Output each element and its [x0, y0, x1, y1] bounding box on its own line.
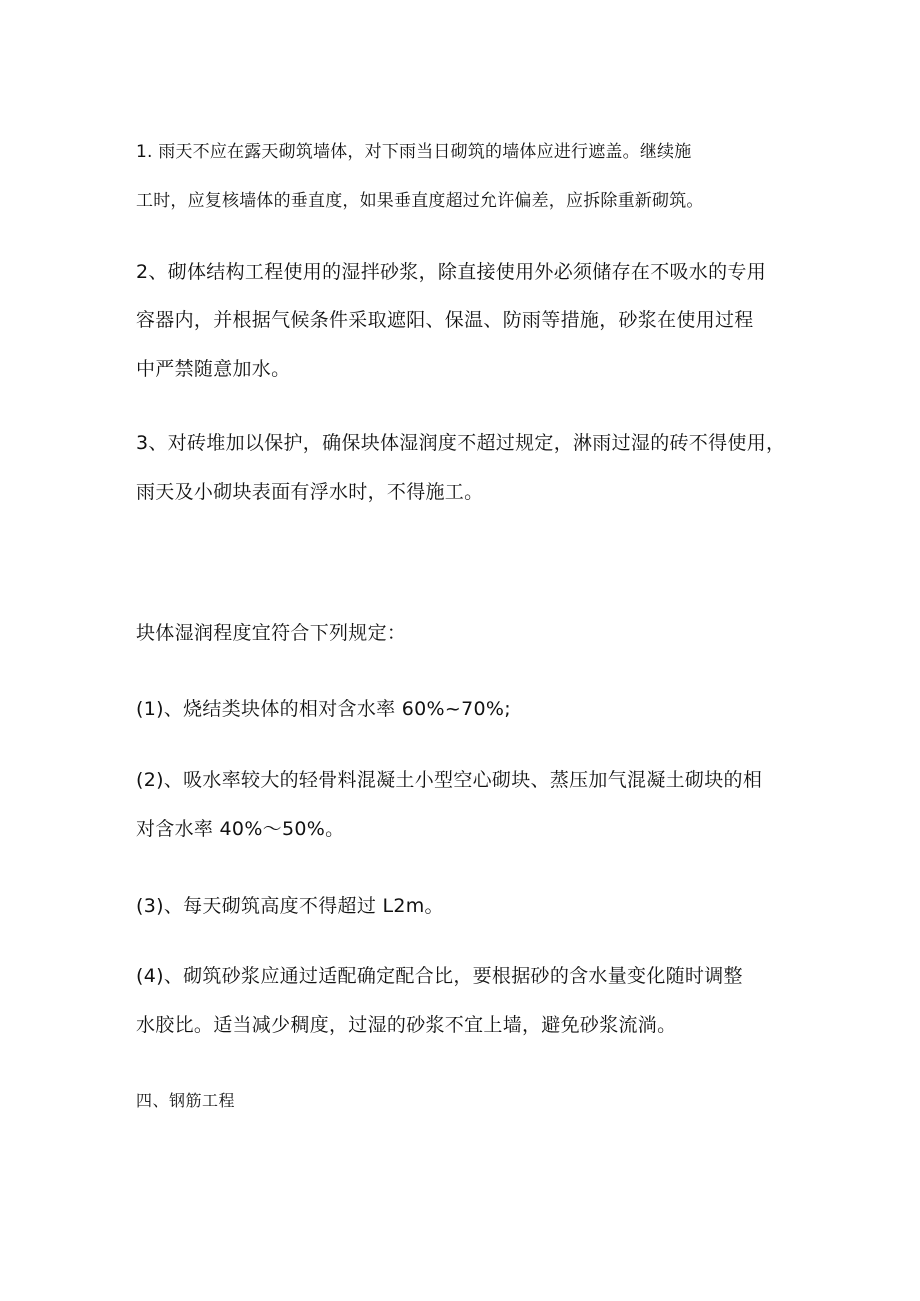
rule-1-line-1: (1)、烧结类块体的相对含水率 60%~70%;: [136, 698, 511, 720]
paragraph-2-line-1: 2、砌体结构工程使用的湿拌砂浆，除直接使用外必须储存在不吸水的专用: [136, 261, 766, 283]
paragraph-3-line-2: 雨天及小砌块表面有浮水时，不得施工。: [136, 481, 484, 503]
paragraph-1-line-2: 工时，应复核墙体的垂直度，如果垂直度超过允许偏差，应拆除重新砌筑。: [136, 191, 704, 211]
rule-2-line-2: 对含水率 40%～50%。: [136, 818, 345, 840]
section-heading: 四、钢筋工程: [136, 1091, 236, 1110]
paragraph-2-line-3: 中严禁随意加水。: [136, 358, 291, 380]
paragraph-3-line-1: 3、对砖堆加以保护，确保块体湿润度不超过规定，淋雨过湿的砖不得使用，: [136, 432, 786, 454]
paragraph-1-line-1: 1. 雨天不应在露天砌筑墙体，对下雨当日砌筑的墙体应进行遮盖。继续施: [136, 142, 692, 162]
paragraph-2-line-2: 容器内，并根据气候条件采取遮阳、保温、防雨等措施，砂浆在使用过程: [136, 309, 754, 331]
rule-4-line-1: (4)、砌筑砂浆应通过适配确定配合比，要根据砂的含水量变化随时调整: [136, 965, 743, 987]
rule-4-line-2: 水胶比。适当减少稠度，过湿的砂浆不宜上墙，避免砂浆流淌。: [136, 1014, 677, 1036]
moisture-rules-intro: 块体湿润程度宜符合下列规定：: [136, 622, 407, 644]
rule-3-line-1: (3)、每天砌筑高度不得超过 L2m。: [136, 895, 444, 917]
rule-2-line-1: (2)、吸水率较大的轻骨料混凝土小型空心砌块、蒸压加气混凝土砌块的相: [136, 769, 763, 791]
